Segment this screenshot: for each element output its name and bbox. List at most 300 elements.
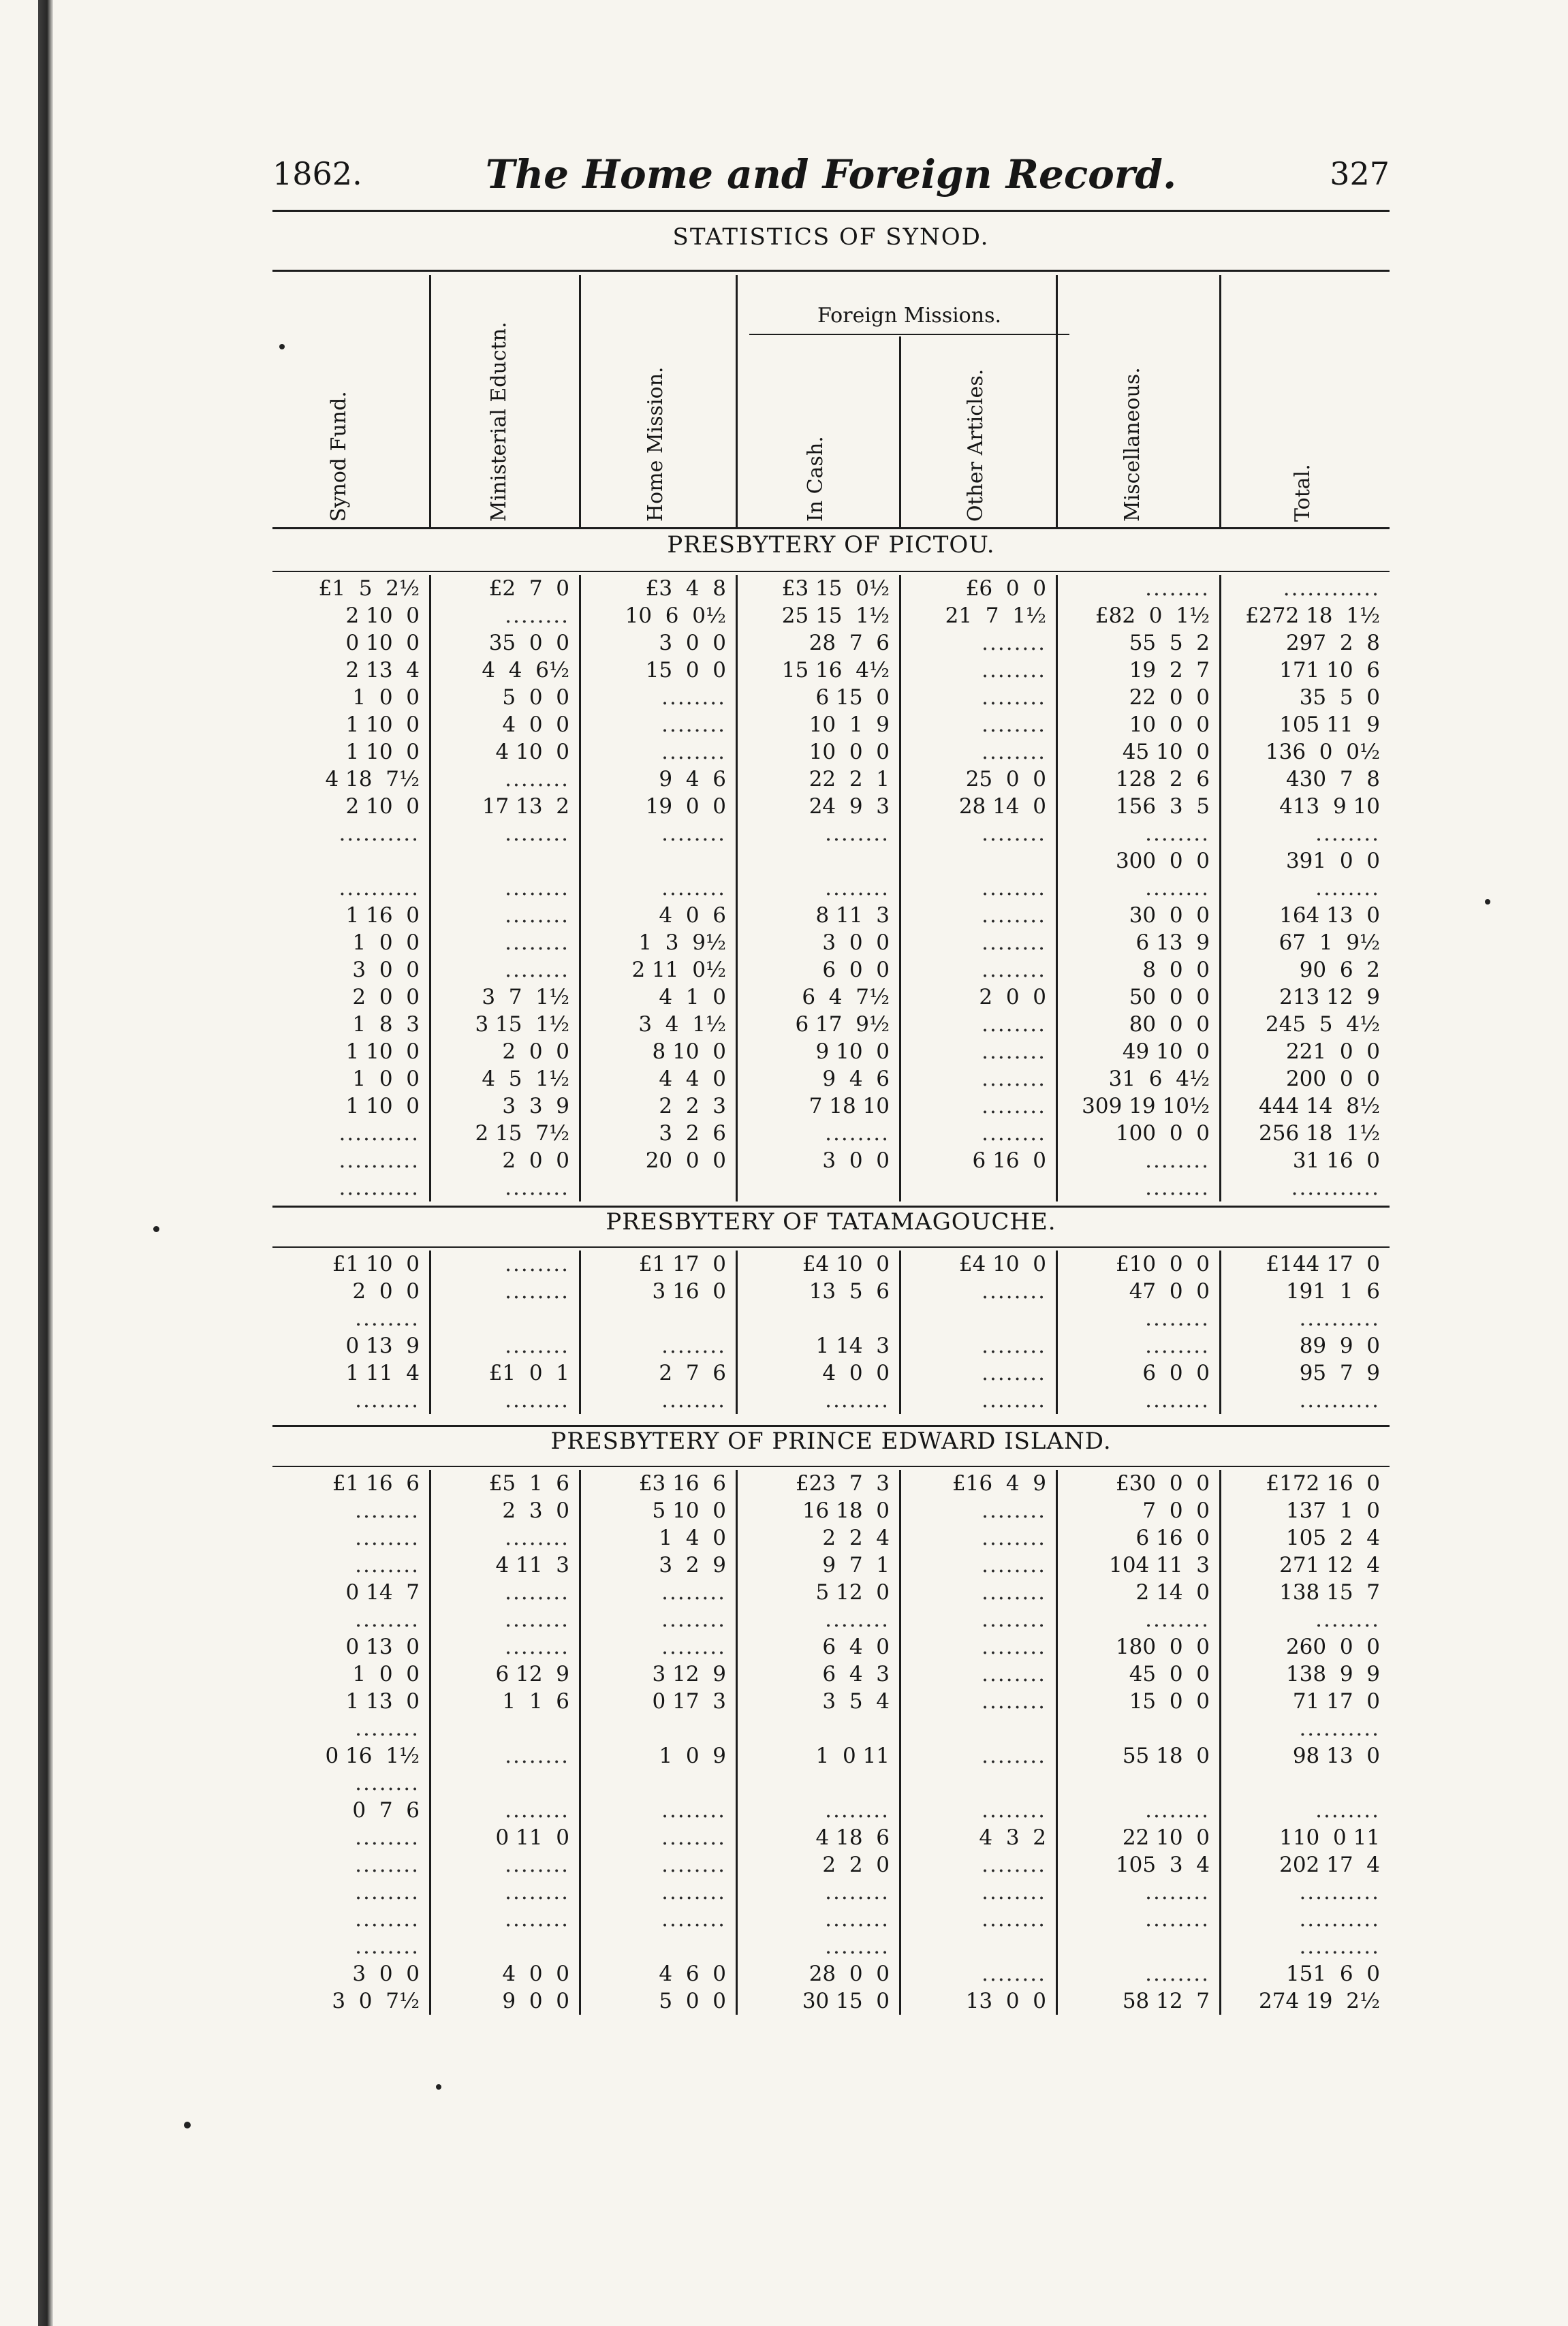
- table-cell: ........: [505, 767, 569, 791]
- table-cell: 6 0 0: [1142, 1361, 1210, 1385]
- table-cell: 58 12 7: [1122, 1989, 1210, 2013]
- table-cell: ........: [982, 821, 1046, 846]
- table-cell: ........: [355, 1880, 420, 1904]
- table-cell: ........: [982, 712, 1046, 737]
- table-cell: 19 0 0: [645, 794, 726, 819]
- table-cell: 2 7 6: [659, 1361, 726, 1385]
- table-cell: 90 6 2: [1299, 958, 1380, 982]
- table-cell: 2 11 0½: [631, 958, 726, 982]
- table-cell: 3 0 0: [822, 930, 890, 955]
- table-cell: ........: [661, 1635, 726, 1659]
- table-cell: 271 12 4: [1279, 1553, 1380, 1577]
- table-cell: £5 1 6: [488, 1471, 569, 1496]
- table-cell: 1 0 11: [815, 1744, 890, 1768]
- table-cell: [899, 847, 1056, 875]
- column-divider: [736, 1470, 738, 2015]
- table-cell: 1 10 0: [345, 740, 420, 764]
- table-cell: 6 4 0: [822, 1635, 890, 1659]
- table-cell: ........: [1315, 1798, 1380, 1823]
- table-row: [272, 1093, 1390, 1120]
- table-cell: ..........: [339, 876, 420, 900]
- table-cell: ........: [661, 1825, 726, 1850]
- table-cell: 444 14 8½: [1259, 1094, 1380, 1118]
- table-cell: 30 0 0: [1129, 903, 1210, 928]
- table-cell: 9 0 0: [502, 1989, 569, 2013]
- table-row: [272, 1278, 1390, 1305]
- table-cell: 7 0 0: [1142, 1498, 1210, 1523]
- table-cell: ..........: [339, 1121, 420, 1146]
- column-divider: [1056, 1470, 1058, 2015]
- table-cell: 95 7 9: [1299, 1361, 1380, 1385]
- table-row: [272, 902, 1390, 929]
- table-cell: £4 10 0: [958, 1252, 1046, 1276]
- table-cell: 6 13 9: [1135, 930, 1210, 955]
- table-cell: ........: [825, 1121, 890, 1146]
- table-cell: 200 0 0: [1285, 1067, 1380, 1091]
- table-cell: 22 10 0: [1122, 1825, 1210, 1850]
- table-cell: [579, 1933, 736, 1960]
- table-cell: 1 1 6: [502, 1689, 569, 1714]
- table-cell: £1 0 1: [488, 1361, 569, 1385]
- table-cell: £1 17 0: [638, 1252, 726, 1276]
- table-cell: [736, 1174, 899, 1201]
- table-cell: 3 0 0: [352, 1962, 420, 1986]
- table-cell: 0 13 9: [345, 1334, 420, 1358]
- table-cell: 1 11 4: [345, 1361, 420, 1385]
- table-cell: ........: [505, 1580, 569, 1605]
- column-in-cash: [736, 275, 899, 527]
- table-cell: £1 16 6: [332, 1471, 420, 1496]
- column-divider: [899, 1251, 901, 1414]
- table-cell: 391 0 0: [1285, 849, 1380, 873]
- table-title: STATISTICS OF SYNOD.: [672, 223, 990, 251]
- table-row: [272, 1933, 1390, 1960]
- table-cell: ........: [982, 1798, 1046, 1823]
- table-cell: 3 4 1½: [638, 1012, 726, 1037]
- table-cell: ........: [505, 876, 569, 900]
- table-cell: 245 5 4½: [1265, 1012, 1380, 1037]
- table-cell: 49 10 0: [1122, 1039, 1210, 1064]
- table-cell: ........: [825, 1934, 890, 1959]
- column-header-row: [272, 275, 1390, 527]
- table-cell: 4 11 3: [495, 1553, 569, 1577]
- table-cell: 4 4 6½: [482, 658, 569, 682]
- table-cell: ........: [825, 1798, 890, 1823]
- table-cell: 30 15 0: [802, 1989, 890, 2013]
- table-cell: ........: [982, 658, 1046, 682]
- table-cell: 180 0 0: [1115, 1635, 1210, 1659]
- table-cell: [579, 1305, 736, 1332]
- table-cell: ........: [505, 603, 569, 628]
- column-divider: [736, 1251, 738, 1414]
- table-cell: 297 2 8: [1285, 631, 1380, 655]
- table-cell: ........: [982, 1962, 1046, 1986]
- table-cell: ........: [505, 958, 569, 982]
- table-cell: ........: [982, 1580, 1046, 1605]
- table-cell: 2 0 0: [502, 1148, 569, 1173]
- table-cell: 413 9 10: [1279, 794, 1380, 819]
- table-cell: ........: [661, 1798, 726, 1823]
- table-row: [272, 1960, 1390, 1987]
- table-cell: ........: [505, 903, 569, 928]
- section-rule: [272, 1206, 1390, 1208]
- table-cell: ........: [825, 1880, 890, 1904]
- page-number: 327: [1330, 155, 1390, 192]
- table-cell: [736, 847, 899, 875]
- column-divider: [579, 1470, 581, 2015]
- table-cell: 4 1 0: [659, 985, 726, 1009]
- table-row: [272, 1797, 1390, 1824]
- table-cell: 28 0 0: [809, 1962, 890, 1986]
- table-cell: ........: [355, 1526, 420, 1550]
- table-cell: 2 0 0: [352, 985, 420, 1009]
- column-divider: [1219, 1251, 1221, 1414]
- table-cell: ........: [982, 1635, 1046, 1659]
- table-cell: 4 18 6: [815, 1825, 890, 1850]
- table-cell: ........: [1145, 576, 1210, 601]
- running-head: [272, 148, 1390, 210]
- table-row: [272, 1524, 1390, 1552]
- table-cell: ........: [982, 1662, 1046, 1686]
- table-cell: 300 0 0: [1115, 849, 1210, 873]
- table-row: [272, 1332, 1390, 1360]
- table-cell: ........: [982, 1744, 1046, 1768]
- table-cell: ........: [982, 1121, 1046, 1146]
- table-cell: ........: [505, 1334, 569, 1358]
- table-cell: 4 4 0: [659, 1067, 726, 1091]
- table-cell: ........: [505, 1607, 569, 1632]
- table-cell: ........: [982, 1880, 1046, 1904]
- table-row: [272, 1770, 1390, 1797]
- table-row: [272, 929, 1390, 956]
- table-cell: 1 0 0: [352, 930, 420, 955]
- column-label: Ministerial Eductn.: [487, 321, 511, 522]
- table-cell: ........: [982, 1334, 1046, 1358]
- table-cell: ..........: [1299, 1306, 1380, 1331]
- table-cell: ........: [982, 1388, 1046, 1413]
- table-cell: 164 13 0: [1279, 903, 1380, 928]
- table-row: [272, 1851, 1390, 1879]
- table-row: [272, 1715, 1390, 1742]
- table-cell: 10 0 0: [1129, 712, 1210, 737]
- table-cell: 0 17 3: [652, 1689, 726, 1714]
- table-cell: 2 10 0: [345, 603, 420, 628]
- table-cell: £2 7 0: [488, 576, 569, 601]
- table-cell: £10 0 0: [1115, 1252, 1210, 1276]
- table-cell: 274 19 2½: [1259, 1989, 1380, 2013]
- table-cell: 1 10 0: [345, 1039, 420, 1064]
- column-divider: [899, 1470, 901, 2015]
- table-cell: 9 4 6: [659, 767, 726, 791]
- table-cell: [736, 1715, 899, 1742]
- table-cell: [736, 1770, 899, 1797]
- table-cell: ..........: [1299, 1934, 1380, 1959]
- table-cell: 5 0 0: [659, 1989, 726, 2013]
- table-cell: ........: [661, 876, 726, 900]
- table-cell: 9 10 0: [815, 1039, 890, 1064]
- table-row: [272, 1987, 1390, 2015]
- table-cell: ........: [355, 1825, 420, 1850]
- tatamagouche-table: [272, 1251, 1390, 1414]
- book-spine-shadow: [38, 0, 53, 2326]
- table-cell: 25 0 0: [965, 767, 1046, 791]
- table-cell: ........: [1145, 1880, 1210, 1904]
- column-divider: [1056, 575, 1058, 1201]
- table-cell: ........: [355, 1907, 420, 1932]
- table-cell: 8 10 0: [652, 1039, 726, 1064]
- table-cell: 31 16 0: [1292, 1148, 1380, 1173]
- column-header-rule: [272, 527, 1390, 529]
- table-cell: ........: [505, 1635, 569, 1659]
- table-cell: ........: [505, 1252, 569, 1276]
- table-cell: 21 7 1½: [945, 603, 1046, 628]
- table-row: [272, 1879, 1390, 1906]
- table-cell: 25 15 1½: [781, 603, 890, 628]
- table-row: [272, 629, 1390, 657]
- table-row: [272, 875, 1390, 902]
- table-cell: £1 5 2½: [318, 576, 420, 601]
- table-row: [272, 1470, 1390, 1497]
- table-cell: ........: [355, 1553, 420, 1577]
- table-row: [272, 1251, 1390, 1278]
- table-cell: ........: [661, 1580, 726, 1605]
- column-label: Home Mission.: [644, 366, 668, 522]
- table-cell: ........: [505, 1176, 569, 1200]
- table-row: [272, 1011, 1390, 1038]
- table-row: [272, 1552, 1390, 1579]
- table-row: [272, 1360, 1390, 1387]
- table-cell: 80 0 0: [1129, 1012, 1210, 1037]
- table-cell: ........: [355, 1607, 420, 1632]
- table-cell: [1056, 1770, 1219, 1797]
- table-cell: £4 10 0: [802, 1252, 890, 1276]
- table-cell: ........: [825, 1607, 890, 1632]
- header-rule: [272, 210, 1390, 212]
- table-row: [272, 1174, 1390, 1201]
- table-cell: 1 16 0: [345, 903, 420, 928]
- table-cell: ........: [355, 1498, 420, 1523]
- table-cell: 6 15 0: [815, 685, 890, 710]
- table-cell: 1 3 9½: [638, 930, 726, 955]
- table-cell: 0 7 6: [352, 1798, 420, 1823]
- table-cell: ........: [982, 1553, 1046, 1577]
- table-cell: 10 6 0½: [625, 603, 726, 628]
- table-cell: 55 18 0: [1122, 1744, 1210, 1768]
- table-cell: £3 15 0½: [781, 576, 890, 601]
- table-cell: ..........: [339, 821, 420, 846]
- table-cell: 0 11 0: [495, 1825, 569, 1850]
- page-year: 1862.: [272, 155, 362, 192]
- prince-edward-island-table: [272, 1470, 1390, 2015]
- table-cell: ........: [1145, 1907, 1210, 1932]
- table-cell: ........: [982, 1498, 1046, 1523]
- table-cell: 1 0 0: [352, 685, 420, 710]
- table-cell: ............: [1283, 576, 1380, 601]
- table-row: [272, 1633, 1390, 1661]
- table-cell: ........: [1315, 1607, 1380, 1632]
- table-cell: 104 11 3: [1109, 1553, 1210, 1577]
- column-label: Miscellaneous.: [1120, 367, 1144, 522]
- table-cell: ........: [1315, 876, 1380, 900]
- table-cell: ........: [982, 740, 1046, 764]
- table-cell: 1 0 0: [352, 1067, 420, 1091]
- table-row: [272, 984, 1390, 1011]
- table-cell: 3 3 9: [502, 1094, 569, 1118]
- section-title-tatamagouche: PRESBYTERY OF TATAMAGOUCHE.: [606, 1208, 1056, 1236]
- column-divider: [429, 575, 431, 1201]
- table-cell: 0 13 0: [345, 1635, 420, 1659]
- table-cell: 8 11 3: [815, 903, 890, 928]
- table-cell: 17 13 2: [482, 794, 569, 819]
- table-cell: 22 2 1: [809, 767, 890, 791]
- table-row: [272, 1661, 1390, 1688]
- table-cell: ........: [982, 1907, 1046, 1932]
- table-cell: 24 9 3: [809, 794, 890, 819]
- table-row: [272, 820, 1390, 847]
- table-cell: ........: [661, 1607, 726, 1632]
- table-cell: £1 10 0: [332, 1252, 420, 1276]
- table-cell: 221 0 0: [1285, 1039, 1380, 1064]
- table-cell: ........: [505, 1744, 569, 1768]
- column-divider: [579, 1251, 581, 1414]
- table-cell: 3 0 7½: [332, 1989, 420, 2013]
- table-cell: 2 13 4: [345, 658, 420, 682]
- table-cell: 45 0 0: [1129, 1662, 1210, 1686]
- table-cell: [736, 1305, 899, 1332]
- table-cell: 3 0 0: [352, 958, 420, 982]
- table-cell: 3 12 9: [652, 1662, 726, 1686]
- column-synod-fund: [272, 275, 429, 527]
- table-cell: 6 0 0: [822, 958, 890, 982]
- table-cell: 71 17 0: [1292, 1689, 1380, 1714]
- table-cell: ........: [982, 1361, 1046, 1385]
- column-ministerial-education: [429, 275, 579, 527]
- table-cell: ...........: [1291, 1176, 1380, 1200]
- table-cell: 2 14 0: [1135, 1580, 1210, 1605]
- table-row: [272, 1038, 1390, 1065]
- table-cell: [429, 1305, 579, 1332]
- table-cell: £30 0 0: [1115, 1471, 1210, 1496]
- table-cell: ........: [982, 1012, 1046, 1037]
- print-speck: [279, 344, 285, 349]
- table-cell: ........: [661, 1907, 726, 1932]
- pictou-table: [272, 575, 1390, 1201]
- table-cell: ........: [661, 1388, 726, 1413]
- table-cell: [429, 847, 579, 875]
- table-cell: ........: [982, 1094, 1046, 1118]
- column-label: In Cash.: [804, 436, 828, 522]
- table-cell: ........: [1145, 1148, 1210, 1173]
- table-cell: 2 2 3: [659, 1094, 726, 1118]
- print-speck: [1485, 899, 1490, 905]
- table-cell: [899, 1715, 1056, 1742]
- table-cell: ........: [355, 1853, 420, 1877]
- table-row: [272, 575, 1390, 602]
- table-cell: ........: [982, 930, 1046, 955]
- print-speck: [436, 2084, 441, 2090]
- table-cell: ........: [661, 1853, 726, 1877]
- table-cell: 2 0 0: [502, 1039, 569, 1064]
- table-cell: ........: [1145, 876, 1210, 900]
- table-cell: [899, 1174, 1056, 1201]
- table-cell: ........: [505, 1279, 569, 1304]
- table-cell: 4 18 7½: [325, 767, 420, 791]
- table-cell: 7 18 10: [809, 1094, 890, 1118]
- table-cell: £16 4 9: [952, 1471, 1046, 1496]
- table-cell: 31 6 4½: [1108, 1067, 1210, 1091]
- table-cell: [1219, 1770, 1390, 1797]
- table-row: [272, 684, 1390, 711]
- table-cell: ........: [825, 1388, 890, 1413]
- table-cell: 1 8 3: [352, 1012, 420, 1037]
- table-cell: ........: [355, 1306, 420, 1331]
- table-cell: 138 15 7: [1279, 1580, 1380, 1605]
- table-cell: 47 0 0: [1129, 1279, 1210, 1304]
- table-row: [272, 657, 1390, 684]
- table-cell: 1 13 0: [345, 1689, 420, 1714]
- table-cell: 105 2 4: [1285, 1526, 1380, 1550]
- table-cell: 6 16 0: [972, 1148, 1046, 1173]
- foreign-missions-heading: Foreign Missions.: [817, 304, 1001, 328]
- table-cell: ..........: [1299, 1388, 1380, 1413]
- title-rule: [272, 270, 1390, 272]
- table-cell: 430 7 8: [1285, 767, 1380, 791]
- column-total: [1219, 275, 1390, 527]
- table-cell: 2 3 0: [502, 1498, 569, 1523]
- column-divider: [429, 1251, 431, 1414]
- table-cell: 10 0 0: [809, 740, 890, 764]
- table-cell: ........: [505, 1526, 569, 1550]
- table-cell: ..........: [1299, 1716, 1380, 1741]
- table-cell: 4 5 1½: [482, 1067, 569, 1091]
- table-cell: 105 3 4: [1115, 1853, 1210, 1877]
- table-cell: ........: [982, 685, 1046, 710]
- table-row: [272, 1120, 1390, 1147]
- table-row: [272, 1606, 1390, 1633]
- table-row: [272, 602, 1390, 629]
- table-row: [272, 1387, 1390, 1414]
- table-cell: 213 12 9: [1279, 985, 1380, 1009]
- table-cell: 4 0 0: [502, 1962, 569, 1986]
- table-cell: ........: [982, 1607, 1046, 1632]
- table-cell: ........: [1145, 1798, 1210, 1823]
- table-cell: ........: [982, 1279, 1046, 1304]
- table-cell: 3 2 6: [659, 1121, 726, 1146]
- table-cell: 4 0 6: [659, 903, 726, 928]
- table-cell: 1 10 0: [345, 1094, 420, 1118]
- column-divider: [899, 575, 901, 1201]
- table-cell: [579, 1770, 736, 1797]
- table-row: [272, 1497, 1390, 1524]
- table-row: [272, 738, 1390, 766]
- table-cell: 100 0 0: [1115, 1121, 1210, 1146]
- table-cell: ..........: [1299, 1880, 1380, 1904]
- table-cell: 35 5 0: [1299, 685, 1380, 710]
- table-cell: ........: [1145, 1334, 1210, 1358]
- table-cell: ........: [982, 903, 1046, 928]
- table-cell: [899, 1933, 1056, 1960]
- table-cell: ........: [982, 1853, 1046, 1877]
- section-title-pictou: PRESBYTERY OF PICTOU.: [667, 531, 995, 559]
- table-cell: ........: [355, 1388, 420, 1413]
- section-rule: [272, 571, 1390, 572]
- table-cell: 138 9 9: [1285, 1662, 1380, 1686]
- table-cell: 5 12 0: [815, 1580, 890, 1605]
- table-row: [272, 956, 1390, 984]
- table-cell: 9 7 1: [822, 1553, 890, 1577]
- table-row: [272, 711, 1390, 738]
- table-cell: ..........: [339, 1176, 420, 1200]
